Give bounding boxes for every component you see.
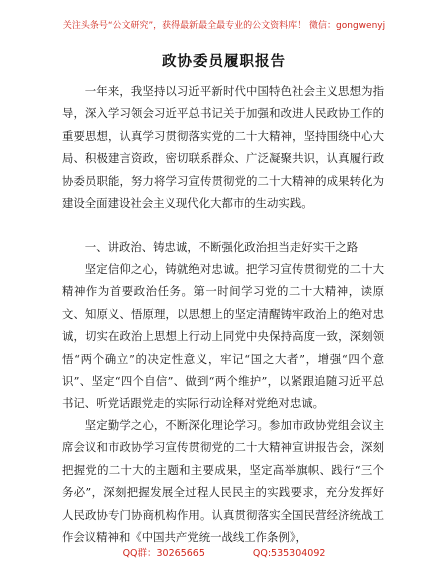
- paragraph-loyalty: 坚定信仰之心，铸就绝对忠诚。把学习宣传贯彻党的二十大精神作为首要政治任务。第一时间学习党的二十大精神，读原文、知原义、悟原理，以思想上的坚定清醒铸牢政治上的绝对忠诚，切实在政治上思想上行动上同党中央保持高度一致，深刻领悟“两个确立”的决定性意义，牢记“国之大者”，增强“四个意识”、坚定“四个自信”、做到“两个维护”，以紧跟追随习近平总书记、听党话跟党走的实际行动诠释对党绝对忠诚。: [62, 262, 384, 411]
- paragraph-intro: 一年来，我坚持以习近平新时代中国特色社会主义思想为指导，深入学习领会习近平总书记关于加强和改进人民政协工作的重要思想，认真学习贯彻落实党的二十大精神，坚持围绕中心大局、积极建言资政，密切联系群众、广泛凝聚共识，认真履行政协委员职能，努力将学习宣传贯彻党的二十大精神的成果转化为建设全面建设社会主义现代化大都市的生动实践。: [62, 84, 384, 211]
- header-banner: 关注头条号“公文研究”，获得最新最全最专业的公文资料库！ 微信：gongwenyj: [62, 21, 386, 31]
- paragraph-study: 坚定勤学之心，不断深化理论学习。参加市政协党组会议主席会议和市政协学习宣传贯彻党的二十大精神宣讲报告会，深刻把握党的二十大的主题和主要成果，坚定高举旗帜、践行“三个务必”，深刻把握发展全过程人民民主的实践要求，充分发挥好人民政协专门协商机构作用。认真贯彻落实全国民营经济统战工作会议精神和《中国共产党统一战线工作条例》，: [62, 418, 384, 545]
- footer-qq-group: QQ群：30265665: [122, 548, 205, 559]
- page-title: 政协委员履职报告: [162, 54, 286, 70]
- section-heading: 一、讲政治、铸忠诚，不断强化政治担当走好实干之路: [84, 240, 359, 254]
- footer-contact: [0, 545, 448, 559]
- footer-qq: QQ:535304092: [252, 548, 326, 559]
